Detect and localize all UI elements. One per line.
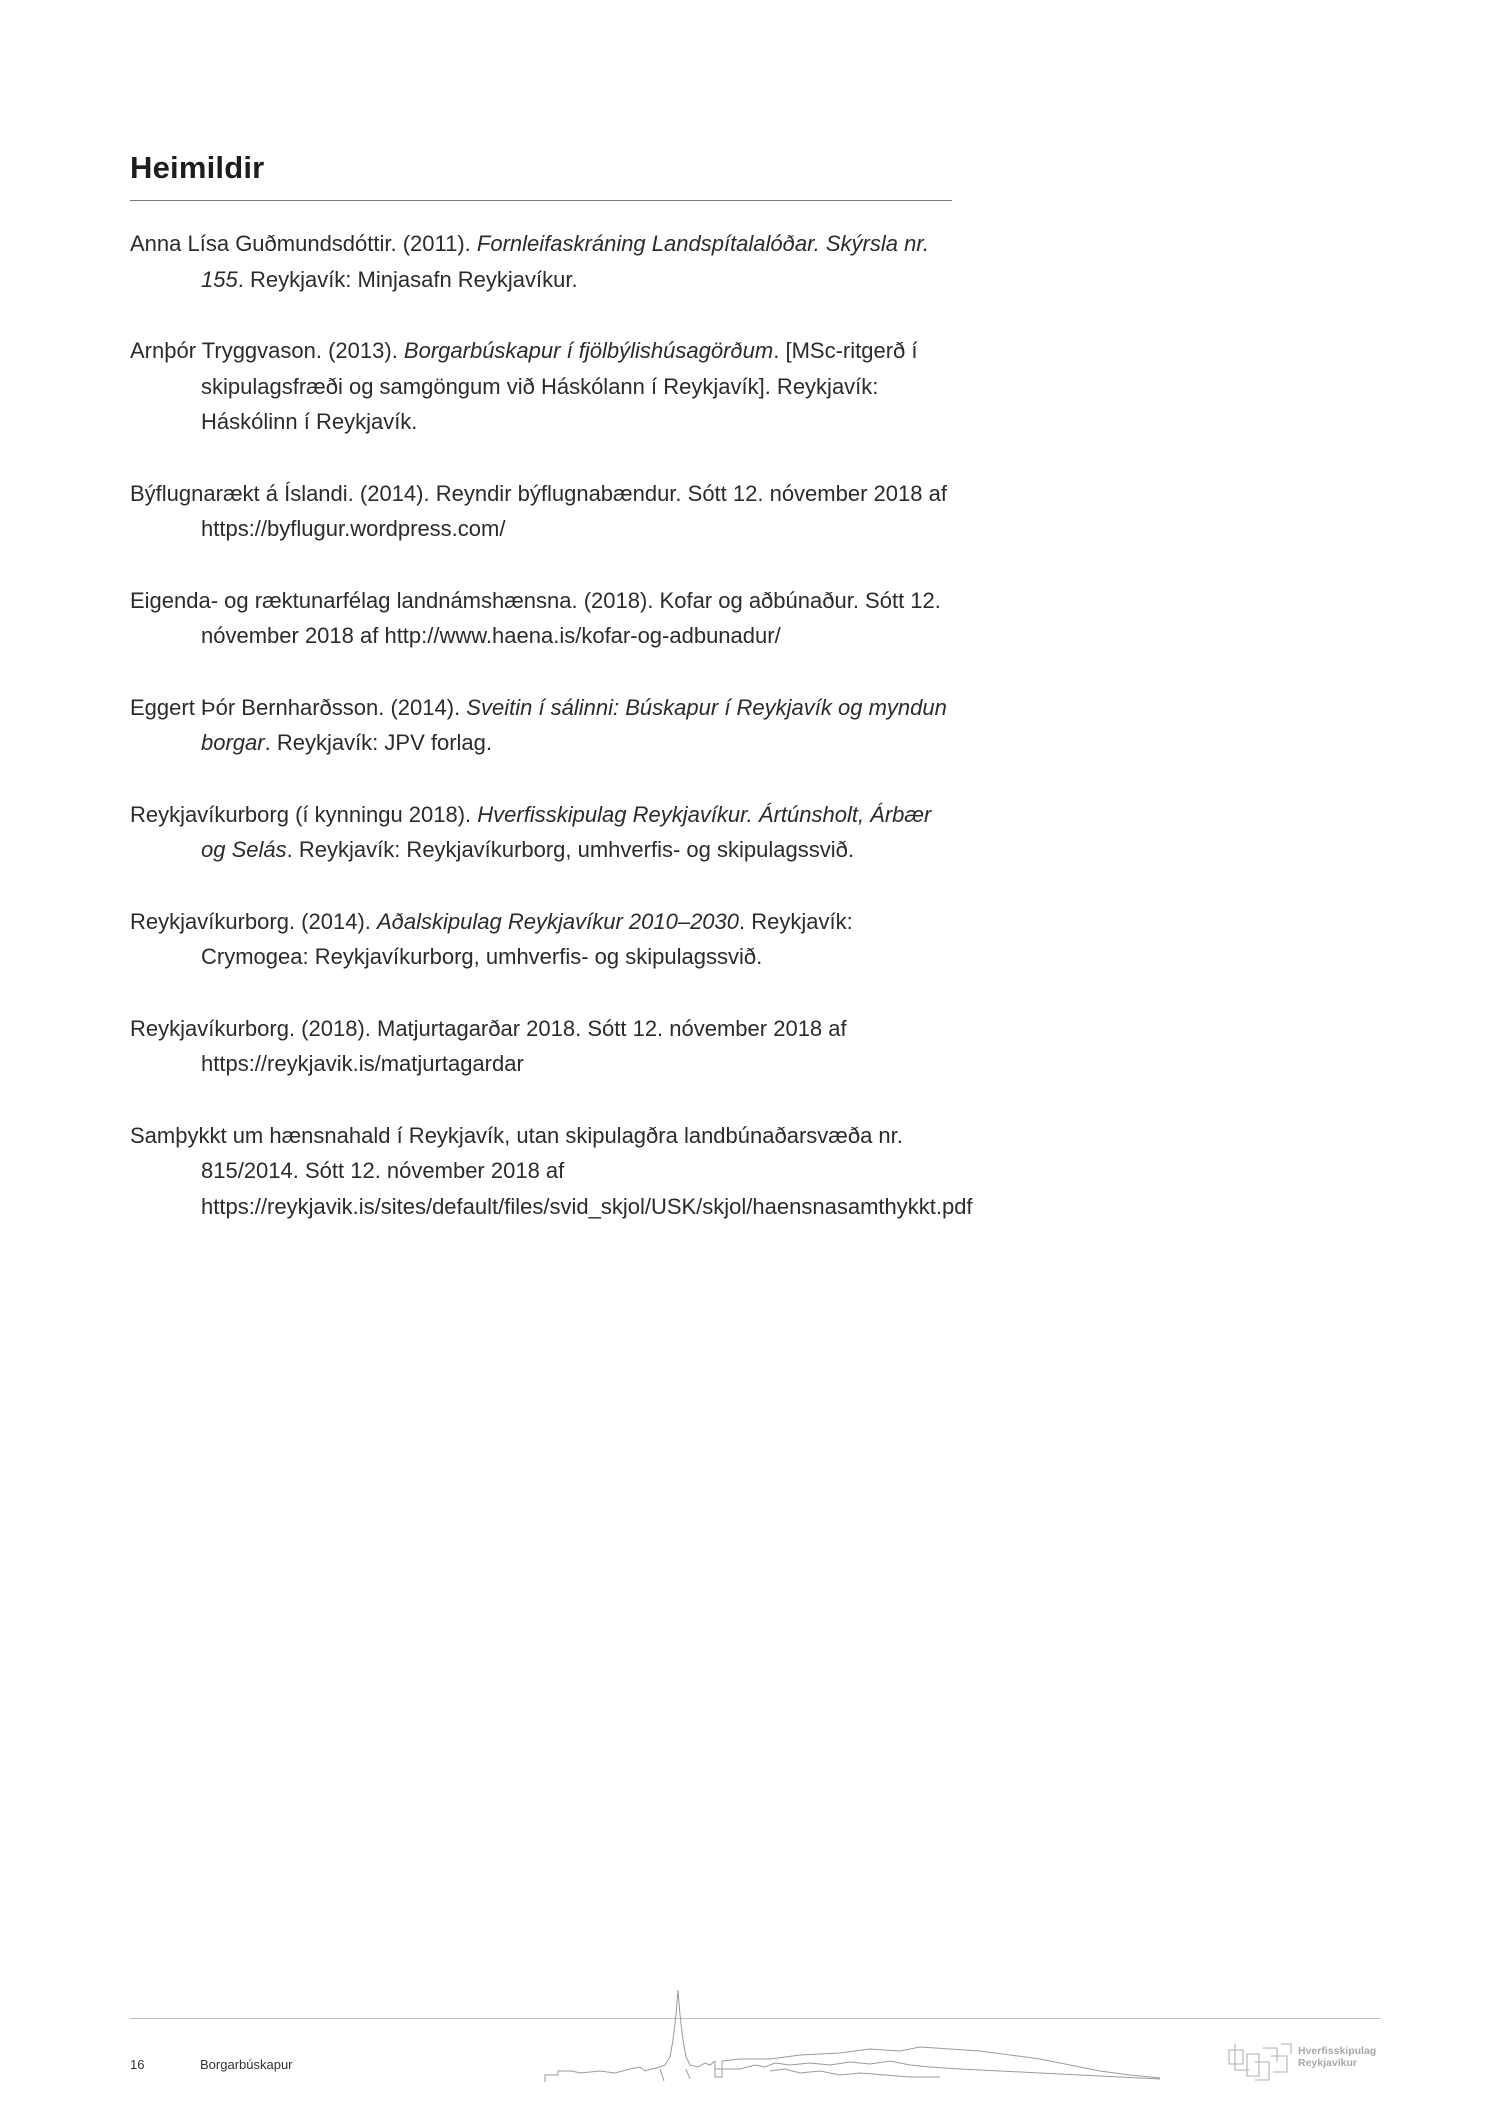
reference-entry bbox=[130, 797, 960, 868]
reference-text: Reykjavíkurborg. (2018). Matjurtagarðar 2018. Sótt 12. nóvember 2018 af https://reykjavik.is/matjurtagardar bbox=[130, 1015, 847, 1076]
reference-entry bbox=[130, 226, 960, 297]
document-title: Borgarbúskapur bbox=[200, 2057, 293, 2072]
heading-divider bbox=[130, 200, 952, 201]
hverfisskipulag-logo-icon bbox=[1225, 2040, 1295, 2082]
reference-text: Eigenda- og ræktunarfélag landnámshænsna. (2018). Kofar og aðbúnaður. Sótt 12. nóvember 2018 af http://www.haena.is/kofar-og-adbunadur/ bbox=[130, 587, 941, 648]
reference-title: Fornleifaskráning Landspítalalóðar. Skýrsla nr. 155 bbox=[201, 231, 929, 292]
reference-entry bbox=[130, 904, 960, 975]
city-skyline-illustration bbox=[540, 1985, 1170, 2085]
reference-text: Reykjavíkurborg (í kynningu 2018). bbox=[130, 801, 478, 827]
reference-text: . Reykjavík: JPV forlag. bbox=[264, 730, 493, 755]
reference-text: . Reykjavík: Reykjavíkurborg, umhverfis- og skipulagssvið. bbox=[286, 837, 854, 862]
reference-text: . Reykjavík: Crymogea: Reykjavíkurborg, umhverfis- og skipulagssvið. bbox=[201, 908, 853, 969]
reference-entry bbox=[130, 1011, 960, 1082]
reference-title: Sveitin í sálinni: Búskapur í Reykjavík og myndun borgar bbox=[201, 694, 947, 755]
reference-entry bbox=[130, 333, 960, 440]
brand-line-1: Hverfisskipulag bbox=[1298, 2045, 1377, 2057]
reference-entry bbox=[130, 476, 960, 547]
page-number: 16 bbox=[130, 2057, 145, 2072]
page-heading: Heimildir bbox=[130, 150, 265, 185]
reference-text: Eggert Þór Bernharðsson. (2014). bbox=[130, 694, 467, 720]
reference-text: Samþykkt um hænsnahald í Reykjavík, utan skipulagðra landbúnaðarsvæða nr. 815/2014. Sótt 12. nóvember 2018 af https://reykjavik.is/sites/default/files/svid_skjol/USK/skjol/haensnasamthykkt.pdf bbox=[130, 1122, 973, 1219]
reference-entry bbox=[130, 1118, 973, 1225]
reference-entry bbox=[130, 690, 960, 761]
reference-text: Reykjavíkurborg. (2014). bbox=[130, 908, 377, 934]
brand-wordmark bbox=[1298, 2045, 1388, 2069]
reference-list bbox=[130, 226, 973, 1260]
reference-text: . Reykjavík: Minjasafn Reykjavíkur. bbox=[237, 266, 578, 292]
reference-text: . [MSc-ritgerð í skipulagsfræði og samgöngum við Háskólann í Reykjavík]. Reykjavík: Háskólinn í Reykjavík. bbox=[201, 338, 918, 434]
reference-title: Aðalskipulag Reykjavíkur 2010–2030 bbox=[377, 908, 740, 934]
reference-text: Arnþór Tryggvason. (2013). bbox=[130, 338, 404, 363]
reference-text: Anna Lísa Guðmundsdóttir. (2011). bbox=[130, 231, 477, 256]
reference-title: Borgarbúskapur í fjölbýlishúsagörðum bbox=[403, 338, 774, 363]
reference-title: Hverfisskipulag Reykjavíkur. Ártúnsholt, Árbær og Selás bbox=[201, 801, 932, 862]
brand-line-2: Reykjavíkur bbox=[1298, 2057, 1357, 2069]
reference-entry bbox=[130, 583, 960, 654]
reference-text: Býflugnarækt á Íslandi. (2014). Reyndir býflugnabændur. Sótt 12. nóvember 2018 af https://byflugur.wordpress.com/ bbox=[130, 480, 947, 541]
